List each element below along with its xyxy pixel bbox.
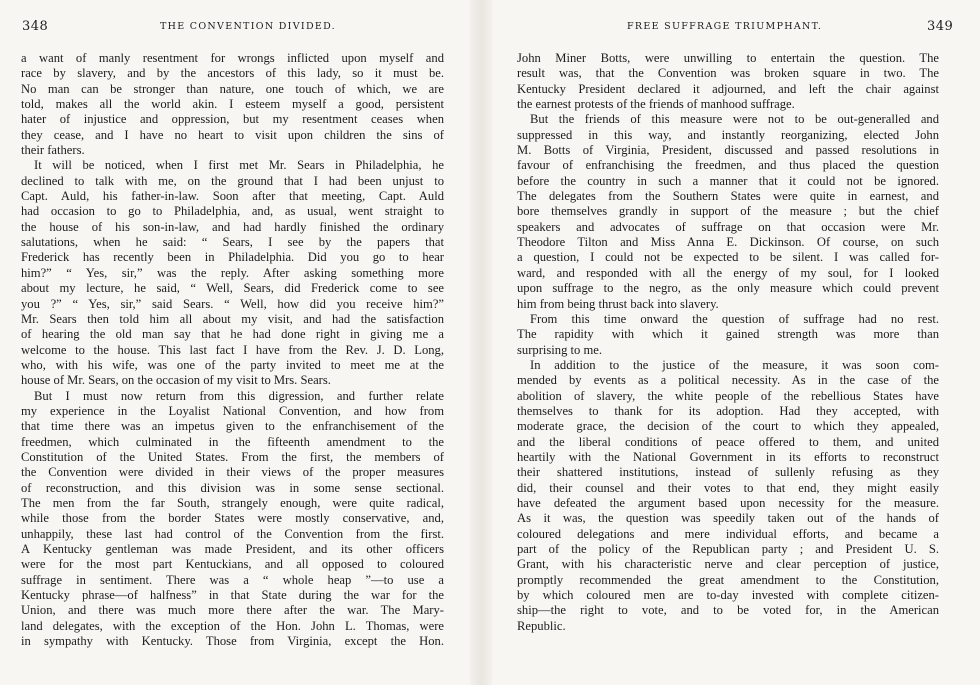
text-line: you ?” “ Yes, sir,” said Sears. “ Well, how did you receive him?” — [21, 296, 444, 311]
text-line: him?” “ Yes, sir,” was the reply. After asking something more — [21, 265, 444, 280]
text-line: freedmen, which culminated in the fifteenth amendment to the — [21, 434, 444, 449]
text-line: a want of manly resentment for wrongs inflicted upon myself and — [21, 51, 444, 65]
text-line: house of Mr. Sears, on the occasion of my visit to Mrs. Sears. — [21, 373, 331, 388]
text-line: welcome to the house. This last fact I have from the Rev. J. D. Long, — [21, 342, 444, 357]
text-line: upon suffrage to the negro, as the only measure which could prevent — [517, 281, 939, 296]
text-line: race by slavery, and by the ancestors of this lady, so it must be. — [21, 66, 444, 81]
text-line: From this time onward the question of suffrage had no rest. — [530, 311, 939, 326]
text-line: favour of enfranchising the freedmen, and thus placed the question — [517, 158, 939, 173]
text-line: Kentucky President declared it adjourned, and left the chair against — [517, 81, 939, 96]
right-page — [492, 0, 980, 685]
text-line: The men from the far South, strangely enough, were quite radical, — [21, 495, 444, 510]
text-line: heartily with the National Government in its efforts to reconstruct — [517, 449, 939, 464]
text-line: Theodore Tilton and Miss Anna E. Dickinson. Of course, on such — [517, 235, 939, 250]
text-line: moderate grace, the decision of the court to which they appealed, — [517, 419, 939, 434]
text-line: speakers and advocates of suffrage on that occasion were Mr. — [517, 219, 939, 234]
text-line: the house of his son-in-law, and had hardly finished the ordinary — [21, 219, 444, 234]
running-title: THE CONVENTION DIVIDED. — [160, 21, 336, 32]
text-line: coloured delegations and mere individual efforts, and became a — [517, 526, 939, 541]
text-line: unhappily, these last had control of the Convention from the first. — [21, 526, 444, 541]
text-line: and the liberal conditions of peace offered to them, and united — [517, 434, 939, 449]
text-line: the Convention were divided in their views of the proper measures — [21, 465, 444, 480]
text-line: that time there was an impetus given to the enfranchisement of the — [21, 419, 444, 434]
text-line: suffrage in sentiment. There was a “ whole heap ”—to use a — [21, 572, 444, 587]
text-line: part of the policy of the Republican party ; and President U. S. — [517, 542, 939, 556]
text-line: suppressed in this way, and instantly reorganizing, elected John — [517, 127, 939, 142]
text-line: result was, that the Convention was broken square in two. The — [517, 66, 939, 81]
text-line: But the friends of this measure were not to be out-generalled and — [530, 112, 939, 127]
text-line: M. Botts of Virginia, President, discussed and passed resolutions in — [517, 143, 939, 158]
text-line: have defeated the argument based upon necessity for the measure. — [517, 495, 939, 510]
text-line: had occasion to go to Philadelphia, and, as usual, went straight to — [21, 204, 444, 219]
text-line: Kentucky phrase—of halfness” in that State during the war for the — [21, 588, 444, 603]
text-line: The delegates from the Southern States were quite in earnest, and — [517, 189, 939, 204]
text-line: mended by events as a political necessity. As in the case of the — [517, 373, 939, 388]
text-line: salutations, when he said: “ Sears, I see by the papers that — [21, 235, 444, 250]
text-line: did, their counsel and their votes to that end, they might easily — [517, 480, 939, 495]
book-gutter — [470, 0, 492, 685]
text-line: were for the most part Kentuckians, and all opposed to coloured — [21, 557, 444, 572]
text-line: promptly recommended the great amendment to the Constitution, — [517, 572, 939, 587]
body-text — [517, 51, 939, 634]
text-line: themselves to thank for its adoption. Had they accepted, with — [517, 403, 939, 418]
text-line: told, makes all the world akin. I esteem myself a good, persistent — [21, 97, 444, 112]
text-line: of hearing the old man say that he had done right in giving me a — [21, 327, 444, 342]
text-line: him from being thrust back into slavery. — [517, 296, 719, 311]
text-line: Republic. — [517, 618, 566, 633]
text-line: In addition to the justice of the measure, it was soon com- — [530, 357, 939, 372]
text-line: before the country in such a manner that it could not be ignored. — [517, 173, 939, 188]
text-line: Grant, with his characteristic nerve and clear perception of justice, — [517, 557, 939, 572]
text-line: Constitution of the United States. From the first, the members of — [21, 449, 444, 464]
text-line: surprising to me. — [517, 342, 603, 357]
text-line: their fathers. — [21, 143, 85, 158]
text-line: they cease, and I have no heart to visit upon children the sins of — [21, 127, 444, 142]
text-line: No man can be stronger than nature, one touch of which, we are — [21, 81, 444, 96]
text-line: who, with his wife, was one of the party invited to meet me at the — [21, 357, 444, 372]
text-line: ship—the right to vote, and to be voted for, in the American — [517, 603, 939, 618]
text-line: declined to talk with me, on the ground that I had been unjust to — [21, 173, 444, 188]
text-line: Capt. Auld, his father-in-law. Soon after that meeting, Capt. Auld — [21, 189, 444, 204]
text-line: abolition of slavery, the white people of the rebellious States have — [517, 388, 939, 403]
text-line: my experience in the Loyalist National Convention, and how from — [21, 403, 444, 418]
text-line: while those from the border States were mostly conservative, and, — [21, 511, 444, 526]
text-line: It will be noticed, when I first met Mr. Sears in Philadelphia, he — [34, 158, 444, 173]
text-line: of reconstruction, and this division was in some sense sectional. — [21, 480, 444, 495]
page-number: 349 — [927, 19, 954, 34]
text-line: ward, and responded with all the energy of my soul, for I looked — [517, 265, 939, 280]
text-line: a question, I could not be expected to be silent. I was called for- — [517, 250, 939, 265]
text-line: the earnest protests of the friends of manhood suffrage. — [517, 97, 795, 112]
text-line: land delegates, with the exception of the Hon. John L. Thomas, were — [21, 618, 444, 633]
page-number: 348 — [22, 19, 49, 34]
text-line: As it was, the question was speedily taken out of the hands of — [517, 511, 939, 526]
text-line: about my lecture, he said, “ Well, Sears, did Frederick come to see — [21, 281, 444, 296]
left-page — [0, 0, 470, 685]
text-line: their shattered institutions, instead of sullenly refusing as they — [517, 465, 939, 480]
running-title: FREE SUFFRAGE TRIUMPHANT. — [627, 21, 823, 32]
text-line: A Kentucky gentleman was made President, and its other officers — [21, 542, 444, 556]
body-text — [21, 51, 444, 649]
text-line: by which coloured men are to-day invested with complete citizen- — [517, 588, 939, 603]
text-line: Mr. Sears then told him all about my visit, and had the satisfaction — [21, 311, 444, 326]
text-line: The rapidity with which it gained strength was more than — [517, 327, 939, 342]
text-line: John Miner Botts, were unwilling to entertain the question. The — [517, 51, 939, 65]
text-line: bore themselves grandly in support of the measure ; but the chief — [517, 204, 939, 219]
text-line: in sympathy with Kentucky. Those from Virginia, except the Hon. — [21, 634, 444, 649]
text-line: Union, and there was much more there after the war. The Mary- — [21, 603, 444, 618]
text-line: Frederick has recently been in Philadelphia. Did you go to hear — [21, 250, 444, 265]
text-line: hater of injustice and oppression, but my resentment ceases when — [21, 112, 444, 127]
text-line: But I must now return from this digression, and further relate — [34, 388, 444, 403]
